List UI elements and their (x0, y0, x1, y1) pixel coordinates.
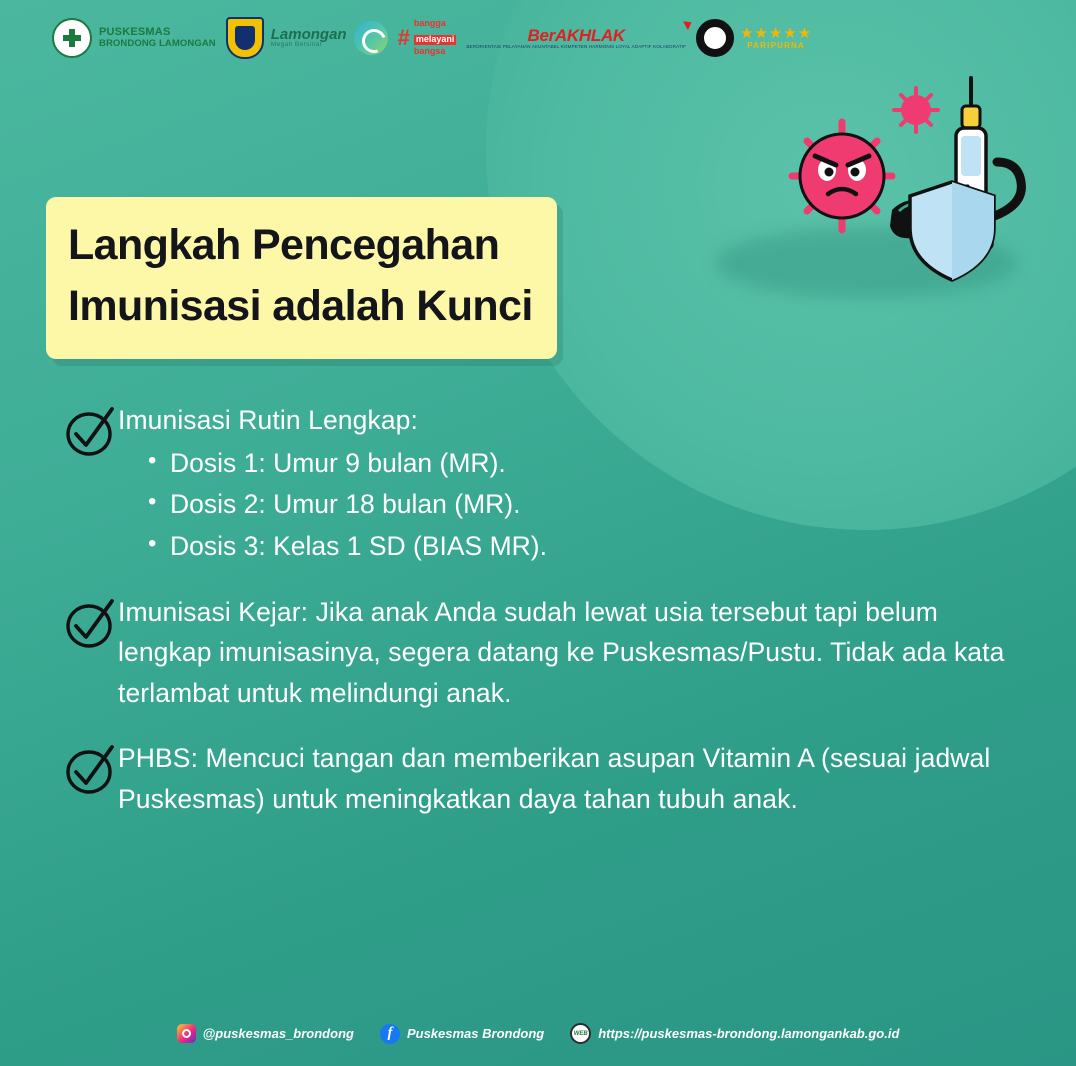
instagram-icon (177, 1024, 196, 1043)
bangga-word1: bangga (413, 18, 446, 29)
content-list (62, 400, 1006, 844)
check-mark-icon (62, 404, 118, 460)
logo-bangga-melayani-bangsa (398, 19, 457, 56)
lamongan-swoosh-icon (354, 21, 388, 55)
lamongan-wordmark (271, 27, 347, 49)
sub-list-item: • Dosis 1: Umur 9 bulan (MR). (170, 443, 1006, 485)
header-logo-bar (52, 10, 1046, 66)
footer-facebook[interactable] (380, 1024, 544, 1044)
shield-icon (910, 182, 994, 280)
sub-list-item: • Dosis 3: Kelas 1 SD (BIAS MR). (170, 526, 1006, 568)
footer-instagram[interactable] (177, 1024, 354, 1043)
lamongan-crest-icon (226, 17, 264, 59)
berakhlak-sub: BERORIENTASI PELAYANAN AKUNTABEL KOMPETEN HARMONIS LOYAL ADAPTIF KOLABORATIF (466, 43, 687, 49)
puskesmas-line2: BRONDONG LAMONGAN (99, 37, 216, 49)
sub-list-item: • Dosis 2: Umur 18 bulan (MR). (170, 484, 1006, 526)
list-item-text: Imunisasi Kejar: Jika anak Anda sudah lewat usia tersebut tapi belum lengkap imunisasinya, segera datang ke Puskesmas/Pustu. Tidak ada kata terlambat untuk melindungi anak. (118, 596, 1005, 709)
logo-lamongan (226, 17, 388, 59)
akreditasi-rating (740, 26, 812, 50)
bangga-word3: bangsa (413, 45, 446, 56)
virus-shield-syringe-illustration (784, 70, 1034, 300)
facebook-icon: f (380, 1024, 400, 1044)
website-url: https://puskesmas-brondong.lamongankab.go.id (598, 1026, 900, 1041)
akreditasi-label: PARIPURNA (747, 41, 806, 50)
lamongan-tagline: Megah Bersinar (270, 41, 323, 49)
check-mark-icon (62, 596, 118, 652)
footer-social-bar (0, 1023, 1076, 1044)
list-item (62, 592, 1006, 714)
puskesmas-label (99, 26, 216, 50)
footer-website[interactable] (570, 1023, 899, 1044)
green-cross-seal-icon (52, 18, 92, 58)
title-line-1: Langkah Pencegahan (68, 221, 500, 269)
check-mark-icon (62, 742, 118, 798)
facebook-page-name: Puskesmas Brondong (406, 1026, 545, 1041)
list-item (62, 400, 1006, 568)
star-icons: ★★★★★ (740, 25, 813, 42)
angry-virus-icon (792, 122, 892, 230)
puskesmas-line1: PUSKESMAS (99, 26, 171, 39)
bangga-word2: melayani (415, 34, 455, 45)
list-item-text: PHBS: Mencuci tangan dan memberikan asupan Vitamin A (sesuai jadwal Puskesmas) untuk meningkatkan daya tahan tubuh anak. (118, 742, 991, 814)
lamongan-name: Lamongan (270, 26, 347, 44)
logo-akreditasi (696, 19, 812, 57)
page-title (46, 197, 557, 359)
website-icon: WEB (570, 1023, 591, 1044)
instagram-handle: @puskesmas_brondong (202, 1026, 354, 1041)
sub-list (118, 443, 1006, 568)
small-virus-icon (894, 88, 938, 132)
logo-puskesmas (52, 18, 216, 58)
berakhlak-main: BerAKHLAK (527, 25, 625, 45)
hash-icon: # (397, 25, 410, 50)
title-line-2: Imunisasi adalah Kunci (68, 282, 533, 331)
list-item-text: Imunisasi Rutin Lengkap: (118, 405, 418, 435)
akreditasi-seal-icon (696, 19, 734, 57)
logo-berakhlak (466, 27, 686, 50)
list-item (62, 738, 1006, 820)
